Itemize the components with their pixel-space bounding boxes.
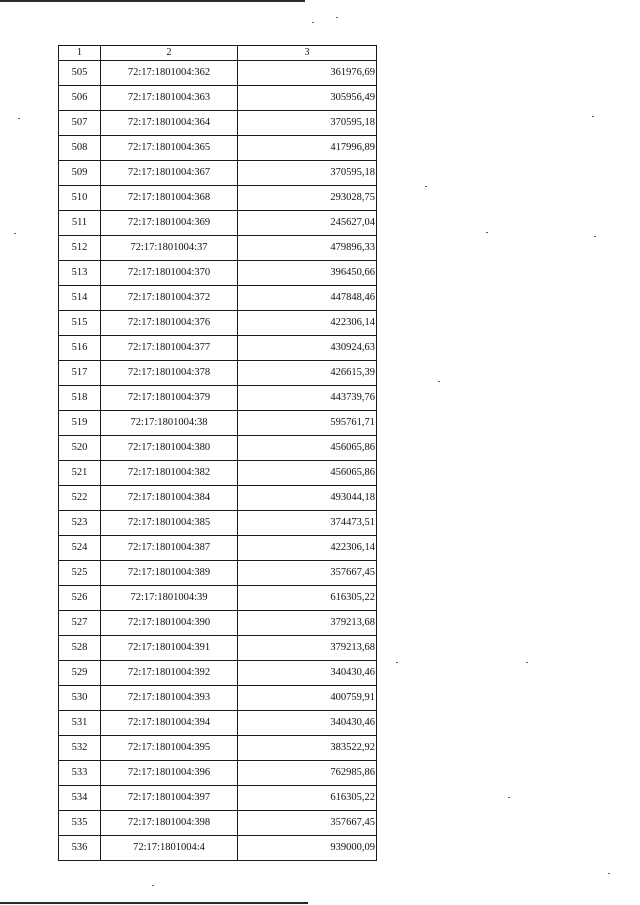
row-number-cell: 531 bbox=[59, 711, 101, 736]
cadastral-number-cell: 72:17:1801004:385 bbox=[101, 511, 238, 536]
scan-speck bbox=[508, 797, 510, 798]
row-number-cell: 527 bbox=[59, 611, 101, 636]
row-number-cell: 525 bbox=[59, 561, 101, 586]
cadastral-number-cell: 72:17:1801004:378 bbox=[101, 361, 238, 386]
cadastral-number-cell: 72:17:1801004:384 bbox=[101, 486, 238, 511]
row-number-cell: 532 bbox=[59, 736, 101, 761]
scan-speck bbox=[18, 118, 20, 119]
cadastral-value-cell: 479896,33 bbox=[238, 236, 377, 261]
row-number-cell: 508 bbox=[59, 136, 101, 161]
table-row bbox=[59, 511, 377, 536]
table-row bbox=[59, 111, 377, 136]
table-row bbox=[59, 86, 377, 111]
table-row bbox=[59, 186, 377, 211]
cadastral-number-cell: 72:17:1801004:389 bbox=[101, 561, 238, 586]
cadastral-number-cell: 72:17:1801004:392 bbox=[101, 661, 238, 686]
row-number-cell: 534 bbox=[59, 786, 101, 811]
table-row bbox=[59, 611, 377, 636]
scan-speck bbox=[608, 873, 610, 874]
table-row bbox=[59, 461, 377, 486]
row-number-cell: 510 bbox=[59, 186, 101, 211]
table-row bbox=[59, 636, 377, 661]
cadastral-value-cell: 426615,39 bbox=[238, 361, 377, 386]
cadastral-number-cell: 72:17:1801004:398 bbox=[101, 811, 238, 836]
row-number-cell: 506 bbox=[59, 86, 101, 111]
cadastral-value-cell: 443739,76 bbox=[238, 386, 377, 411]
cadastral-number-cell: 72:17:1801004:376 bbox=[101, 311, 238, 336]
scan-speck bbox=[336, 17, 338, 18]
cadastral-number-cell: 72:17:1801004:37 bbox=[101, 236, 238, 261]
cadastral-value-cell: 616305,22 bbox=[238, 586, 377, 611]
scan-speck bbox=[425, 186, 427, 187]
table-row bbox=[59, 286, 377, 311]
cadastral-value-cell: 383522,92 bbox=[238, 736, 377, 761]
table-row bbox=[59, 811, 377, 836]
cadastral-number-cell: 72:17:1801004:367 bbox=[101, 161, 238, 186]
column-header-2: 2 bbox=[101, 46, 238, 61]
row-number-cell: 528 bbox=[59, 636, 101, 661]
cadastral-value-cell: 340430,46 bbox=[238, 661, 377, 686]
cadastral-number-cell: 72:17:1801004:364 bbox=[101, 111, 238, 136]
scan-speck bbox=[312, 22, 314, 23]
row-number-cell: 512 bbox=[59, 236, 101, 261]
cadastral-value-cell: 762985,86 bbox=[238, 761, 377, 786]
cadastral-value-cell: 939000,09 bbox=[238, 836, 377, 861]
row-number-cell: 514 bbox=[59, 286, 101, 311]
table-row bbox=[59, 361, 377, 386]
cadastral-value-cell: 595761,71 bbox=[238, 411, 377, 436]
row-number-cell: 515 bbox=[59, 311, 101, 336]
table-row bbox=[59, 211, 377, 236]
cadastral-value-cell: 370595,18 bbox=[238, 161, 377, 186]
table-row bbox=[59, 486, 377, 511]
table-row bbox=[59, 161, 377, 186]
cadastral-value-cell: 396450,66 bbox=[238, 261, 377, 286]
scan-speck bbox=[486, 232, 488, 233]
cadastral-value-cell: 379213,68 bbox=[238, 636, 377, 661]
cadastral-value-cell: 245627,04 bbox=[238, 211, 377, 236]
cadastral-value-cell: 340430,46 bbox=[238, 711, 377, 736]
column-header-1: 1 bbox=[59, 46, 101, 61]
scan-speck bbox=[594, 236, 596, 237]
table-row bbox=[59, 411, 377, 436]
scan-speck bbox=[396, 662, 398, 663]
row-number-cell: 535 bbox=[59, 811, 101, 836]
cadastral-number-cell: 72:17:1801004:4 bbox=[101, 836, 238, 861]
row-number-cell: 520 bbox=[59, 436, 101, 461]
cadastral-value-cell: 456065,86 bbox=[238, 436, 377, 461]
row-number-cell: 516 bbox=[59, 336, 101, 361]
cadastral-value-cell: 379213,68 bbox=[238, 611, 377, 636]
scan-bottom-edge-line bbox=[0, 902, 308, 904]
table-row bbox=[59, 136, 377, 161]
row-number-cell: 517 bbox=[59, 361, 101, 386]
table-row bbox=[59, 786, 377, 811]
cadastral-number-cell: 72:17:1801004:379 bbox=[101, 386, 238, 411]
row-number-cell: 513 bbox=[59, 261, 101, 286]
cadastral-number-cell: 72:17:1801004:393 bbox=[101, 686, 238, 711]
cadastral-value-cell: 357667,45 bbox=[238, 811, 377, 836]
scan-top-edge-line bbox=[0, 0, 305, 2]
cadastral-number-cell: 72:17:1801004:368 bbox=[101, 186, 238, 211]
column-header-3: 3 bbox=[238, 46, 377, 61]
cadastral-value-cell: 417996,89 bbox=[238, 136, 377, 161]
row-number-cell: 536 bbox=[59, 836, 101, 861]
cadastral-value-cell: 493044,18 bbox=[238, 486, 377, 511]
table-header-row bbox=[59, 46, 377, 61]
cadastral-value-table bbox=[58, 45, 377, 861]
table-row bbox=[59, 436, 377, 461]
cadastral-value-cell: 400759,91 bbox=[238, 686, 377, 711]
cadastral-number-cell: 72:17:1801004:38 bbox=[101, 411, 238, 436]
cadastral-number-cell: 72:17:1801004:396 bbox=[101, 761, 238, 786]
table-row bbox=[59, 536, 377, 561]
cadastral-value-cell: 370595,18 bbox=[238, 111, 377, 136]
cadastral-number-cell: 72:17:1801004:382 bbox=[101, 461, 238, 486]
cadastral-number-cell: 72:17:1801004:394 bbox=[101, 711, 238, 736]
scan-speck bbox=[526, 662, 528, 663]
row-number-cell: 521 bbox=[59, 461, 101, 486]
cadastral-number-cell: 72:17:1801004:377 bbox=[101, 336, 238, 361]
table-row bbox=[59, 561, 377, 586]
cadastral-number-cell: 72:17:1801004:369 bbox=[101, 211, 238, 236]
table-row bbox=[59, 736, 377, 761]
cadastral-value-cell: 422306,14 bbox=[238, 536, 377, 561]
cadastral-value-cell: 616305,22 bbox=[238, 786, 377, 811]
row-number-cell: 529 bbox=[59, 661, 101, 686]
cadastral-number-cell: 72:17:1801004:370 bbox=[101, 261, 238, 286]
table-row bbox=[59, 686, 377, 711]
scan-speck bbox=[438, 381, 440, 382]
table-row bbox=[59, 586, 377, 611]
cadastral-value-cell: 305956,49 bbox=[238, 86, 377, 111]
row-number-cell: 523 bbox=[59, 511, 101, 536]
cadastral-number-cell: 72:17:1801004:391 bbox=[101, 636, 238, 661]
cadastral-value-cell: 374473,51 bbox=[238, 511, 377, 536]
cadastral-number-cell: 72:17:1801004:363 bbox=[101, 86, 238, 111]
row-number-cell: 524 bbox=[59, 536, 101, 561]
cadastral-number-cell: 72:17:1801004:39 bbox=[101, 586, 238, 611]
row-number-cell: 511 bbox=[59, 211, 101, 236]
cadastral-value-cell: 422306,14 bbox=[238, 311, 377, 336]
table-row bbox=[59, 311, 377, 336]
table-row bbox=[59, 711, 377, 736]
scan-speck bbox=[152, 885, 154, 886]
table-row bbox=[59, 661, 377, 686]
scan-speck bbox=[592, 116, 594, 117]
cadastral-number-cell: 72:17:1801004:372 bbox=[101, 286, 238, 311]
row-number-cell: 530 bbox=[59, 686, 101, 711]
row-number-cell: 509 bbox=[59, 161, 101, 186]
cadastral-number-cell: 72:17:1801004:387 bbox=[101, 536, 238, 561]
cadastral-value-cell: 357667,45 bbox=[238, 561, 377, 586]
row-number-cell: 518 bbox=[59, 386, 101, 411]
cadastral-value-cell: 361976,69 bbox=[238, 61, 377, 86]
row-number-cell: 526 bbox=[59, 586, 101, 611]
cadastral-value-cell: 447848,46 bbox=[238, 286, 377, 311]
row-number-cell: 533 bbox=[59, 761, 101, 786]
cadastral-number-cell: 72:17:1801004:390 bbox=[101, 611, 238, 636]
table-row bbox=[59, 261, 377, 286]
row-number-cell: 505 bbox=[59, 61, 101, 86]
cadastral-number-cell: 72:17:1801004:365 bbox=[101, 136, 238, 161]
table-row bbox=[59, 61, 377, 86]
cadastral-value-cell: 456065,86 bbox=[238, 461, 377, 486]
table-row bbox=[59, 236, 377, 261]
table-row bbox=[59, 336, 377, 361]
table-row bbox=[59, 761, 377, 786]
cadastral-value-cell: 293028,75 bbox=[238, 186, 377, 211]
row-number-cell: 522 bbox=[59, 486, 101, 511]
row-number-cell: 519 bbox=[59, 411, 101, 436]
cadastral-number-cell: 72:17:1801004:380 bbox=[101, 436, 238, 461]
cadastral-number-cell: 72:17:1801004:397 bbox=[101, 786, 238, 811]
cadastral-number-cell: 72:17:1801004:395 bbox=[101, 736, 238, 761]
cadastral-number-cell: 72:17:1801004:362 bbox=[101, 61, 238, 86]
row-number-cell: 507 bbox=[59, 111, 101, 136]
cadastral-value-cell: 430924,63 bbox=[238, 336, 377, 361]
table-row bbox=[59, 386, 377, 411]
table-row bbox=[59, 836, 377, 861]
scan-speck bbox=[14, 233, 16, 234]
